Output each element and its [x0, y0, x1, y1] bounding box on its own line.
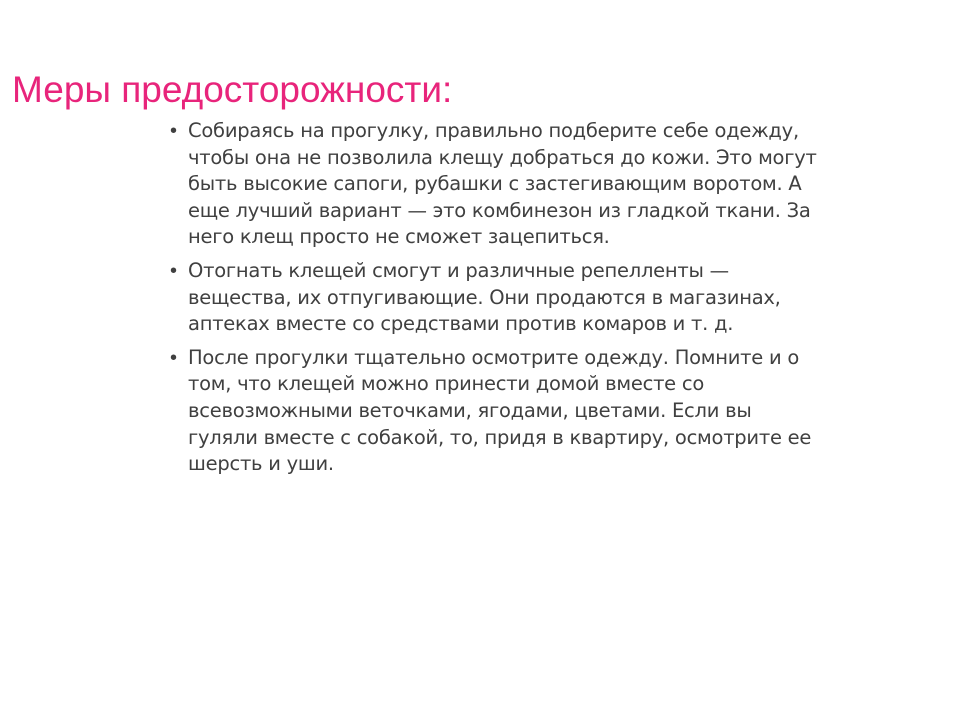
bullet-list — [170, 118, 890, 485]
bullet-item-repellents — [170, 258, 890, 338]
bullet-text — [188, 118, 817, 251]
slide-title: Меры предосторожности: — [12, 69, 453, 110]
text-line: него клещ просто не сможет зацепиться. — [188, 225, 610, 249]
bullet-dot-icon: • — [170, 259, 178, 282]
text-line: всевозможными веточками, ягодами, цветами. Если вы — [188, 398, 752, 422]
bullet-dot-icon: • — [170, 346, 178, 369]
text-line: После прогулки тщательно осмотрите одежду. Помните и о — [188, 345, 800, 369]
text-line: аптеках вместе со средствами против комаров и т. д. — [188, 312, 734, 336]
text-line: том, что клещей можно принести домой вместе со — [188, 372, 705, 396]
text-line: Собираясь на прогулку, правильно подберите себе одежду, — [188, 119, 799, 142]
text-line: еще лучший вариант — это комбинезон из гладкой ткани. За — [188, 198, 811, 222]
bullet-dot-icon: • — [170, 120, 178, 142]
bullet-text — [188, 345, 811, 478]
bullet-item-clothing — [170, 118, 890, 251]
text-line: гуляли вместе с собакой, то, придя в квартиру, осмотрите ее — [188, 425, 812, 449]
text-line: шерсть и уши. — [188, 452, 334, 476]
bullet-item-after-walk — [170, 345, 890, 478]
text-line: Отогнать клещей смогут и различные репелленты — — [188, 258, 729, 282]
text-line: вещества, их отпугивающие. Они продаются в магазинах, — [188, 285, 781, 309]
bullet-text — [188, 258, 781, 338]
text-line: быть высокие сапоги, рубашки с застегивающим воротом. А — [188, 172, 802, 196]
text-line: чтобы она не позволила клещу добраться до кожи. Это могут — [188, 145, 817, 169]
